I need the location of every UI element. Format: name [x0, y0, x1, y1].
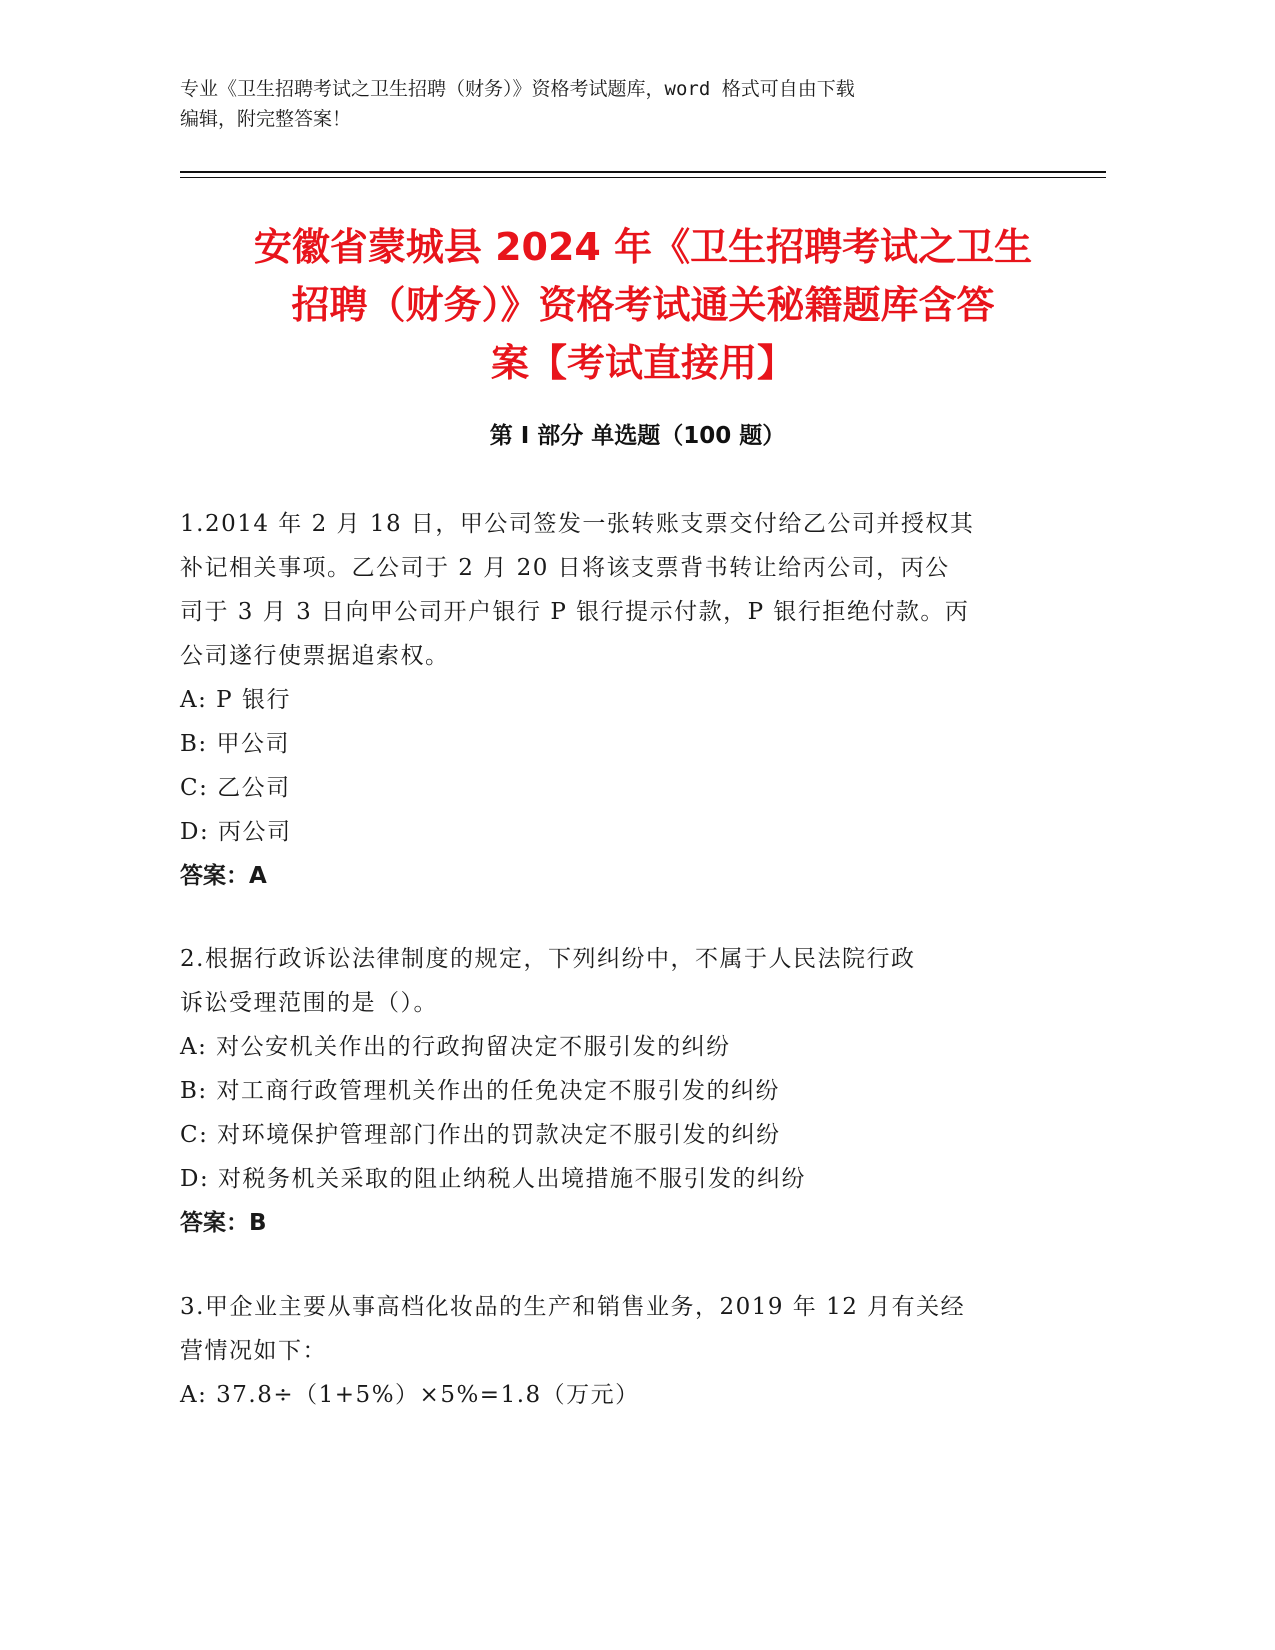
header-line-1: 专业《卫生招聘考试之卫生招聘（财务）》资格考试题库，word 格式可自由下载 — [180, 78, 855, 100]
title-line-1: 安徽省蒙城县 2024 年《卫生招聘考试之卫生 — [253, 225, 1033, 269]
question-1 — [180, 502, 1100, 898]
section-title: 第 I 部分 单选题（100 题） — [489, 423, 786, 449]
page-header — [180, 74, 1110, 134]
question-stem-line: 3.甲企业主要从事高档化妆品的生产和销售业务，2019 年 12 月有关经 — [180, 1294, 966, 1320]
option-d: D: 丙公司 — [180, 819, 292, 845]
option-c: C: 乙公司 — [180, 775, 291, 801]
question-stem-line: 诉讼受理范围的是（）。 — [180, 990, 438, 1016]
option-d: D: 对税务机关采取的阻止纳税人出境措施不服引发的纠纷 — [180, 1166, 807, 1192]
header-line-2: 编辑，附完整答案！ — [180, 108, 352, 130]
question-3 — [180, 1285, 1100, 1417]
question-stem-line: 司于 3 月 3 日向甲公司开户银行 P 银行提示付款，P 银行拒绝付款。丙 — [180, 599, 970, 625]
option-a: A: 对公安机关作出的行政拘留决定不服引发的纠纷 — [180, 1034, 731, 1060]
header-divider-thick — [180, 171, 1106, 173]
option-c: C: 对环境保护管理部门作出的罚款决定不服引发的纠纷 — [180, 1122, 781, 1148]
question-2 — [180, 937, 1100, 1245]
answer-line: 答案：B — [180, 1210, 267, 1236]
title-line-3: 案【考试直接用】 — [490, 341, 795, 385]
question-stem-line: 2.根据行政诉讼法律制度的规定，下列纠纷中，不属于人民法院行政 — [180, 946, 916, 972]
answer-line: 答案：A — [180, 863, 267, 889]
header-divider-thin — [180, 177, 1106, 178]
option-b: B: 对工商行政管理机关作出的任免决定不服引发的纠纷 — [180, 1078, 780, 1104]
option-a: A: P 银行 — [180, 687, 291, 713]
question-stem-line: 1.2014 年 2 月 18 日，甲公司签发一张转账支票交付给乙公司并授权其 — [180, 511, 975, 537]
option-a: A: 37.8÷（1+5%）×5%=1.8（万元） — [180, 1382, 640, 1408]
question-stem-line: 营情况如下： — [180, 1338, 327, 1364]
document-title — [160, 218, 1126, 392]
title-line-2: 招聘（财务）》资格考试通关秘籍题库含答 — [291, 283, 995, 327]
option-b: B: 甲公司 — [180, 731, 290, 757]
question-stem-line: 补记相关事项。乙公司于 2 月 20 日将该支票背书转让给丙公司，丙公 — [180, 555, 950, 581]
question-stem-line: 公司遂行使票据追索权。 — [180, 643, 450, 669]
